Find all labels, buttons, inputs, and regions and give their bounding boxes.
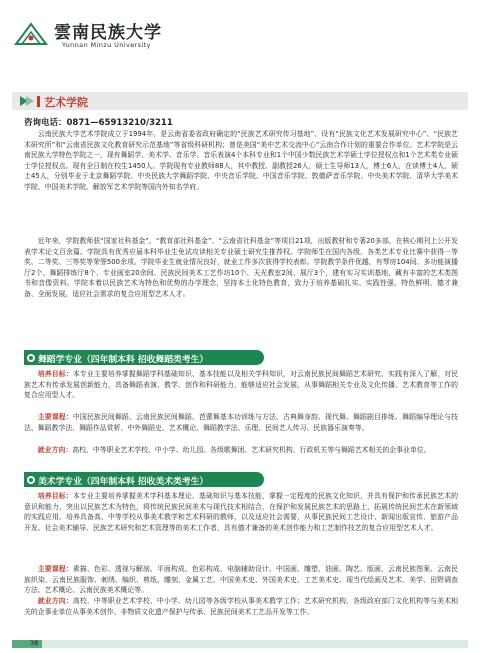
- university-logo-icon: [14, 20, 48, 46]
- intro-paragraph-2: 近年来，学院教师获“国家社科基金”、“教育部社科基金”、“云南省社科基金”等项目21项，出版教材和专著20多部，在核心期刊上公开发表学术论文百余篇。学院具有优秀应届本科毕业生免试攻读相关专业硕士研究生推荐权。学院师生在国内各级、各类艺术专业比赛中获得一等奖、二等奖、三等奖等荣誉500余项。学院毕业生就业情况良好，就业工作多次获得学校表彰。学院教学条件优越，有琴房104间、多功能演播厅2个、舞蹈排练厅8个、专业画室20余间、民族民间美术工艺作坊10个、天光教室2间、展厅3个，建有实习实训基地，藏有丰富的艺术类图书和音像资料。学院本着以民族艺术为特色和优势的办学理念，坚持本土化特色教育，致力于培养基础扎实、实践性强、特色鲜明、德才兼备、全面发展，适应社会需求的复合应用型艺术人才。: [24, 237, 458, 298]
- label: 主要课程：: [37, 413, 73, 421]
- intro-paragraph-1: 云南民族大学艺术学院成立于1994年，是云南省委省政府确定的“民族艺术研究传习基地”、设有“民族文化艺术发展研究中心”、“民族艺术研究所”和“云南省民族文化教育研究示范基地”等省级科研机构；曾是美国“美中艺术交流中心”云南合作计划的重要合作单位。艺术学院是云南民族大学特色学院之一，现有舞蹈学、美术学、音乐学、音乐表演4个本科专业和1个中国少数民族艺术学硕士学位授权点和1个艺术类专业硕士学位授权点。现有全日制在校生1450人。学院现有专业教师88人，其中教授、副教授26人，硕士生导师13人，博士6人，在读博士4人，硕士45人，分别毕业于北京舞蹈学院、中央民族大学舞蹈学院、中央音乐学院、中国音乐学院、敦德萨音乐学院、中央美术学院、清华大学美术学院、中国美术学院、解放军艺术学院等国内外知名学府。: [24, 130, 458, 191]
- footer-band: [12, 640, 468, 648]
- text: 高校、中等职业艺术学校、中小学、幼儿园等各级学校从事美术教学工作；艺术研究机构、各级政府部门文化机构等与美术相关的企事业单位从事美术创作、非物质文化遗产保护与传承、民族民间美术工艺品开发等工作。: [24, 597, 458, 616]
- page-number: 38: [30, 639, 39, 647]
- dance-courses: [24, 412, 458, 433]
- university-name-en: Yunnan Minzu University: [62, 41, 151, 49]
- major-dance-title: 舞蹈学专业（四年制本科 招收舞蹈类考生）: [38, 354, 209, 365]
- art-courses: [24, 564, 458, 596]
- text: 本专业主要培养掌握美术学科基本理论、基础知识与基本技能，掌握一定程度的民族文化知识，并具有保护和传承民族艺术的意识和能力，突出以民族艺术为特色，将传统民族民间美术与现代技术相结合，在保护和发展民族艺术的思路上，拓展传统民间艺术在新领域的实践应用。培养具备高、中等学校从事美术教学和艺术科研的教师，以及适应社会需要，从事民族民间工艺设计、新闻出版宣传、旅游产品开发、社会美术辅导、民族艺术研究和艺术管理等的美术工作者，具有德才兼备的美术创作能力和工艺制作技艺的复合应用型艺术人才。: [24, 492, 458, 532]
- text: 高校、中等职业艺术学校、中小学、幼儿园、各级歌舞团、艺术研究机构、行政机关等与舞蹈艺术相关的企事业单位。: [72, 446, 431, 454]
- major-fine-arts-title: 美术学专业（四年制本科 招收美术类考生）: [38, 476, 209, 487]
- section-title-bar: [12, 92, 468, 110]
- art-goal: [24, 491, 458, 533]
- label: 培养目标：: [37, 370, 73, 378]
- label: 主要课程：: [37, 565, 73, 573]
- consult-phone: 咨询电话：0871—65913210/3211: [24, 118, 173, 128]
- section-marker: [37, 96, 40, 107]
- bullet-icon: [27, 354, 35, 362]
- text: 本专业主要培养掌握舞蹈学科基础知识、基本技能以及相关学科知识，对云南民族民间舞蹈艺术研究、实践有深入了解，对民族艺术有传承发展创新能力，具备舞蹈表演、教学、创作和科研能力，能够适应社会发展，从事舞蹈相关专业及文化传播、艺术教育等工作的复合应用型人才。: [24, 370, 458, 400]
- page-number-tab: [12, 640, 42, 648]
- arrow-icon: [26, 96, 34, 106]
- header: [0, 0, 480, 62]
- label: 就业方向：: [37, 446, 73, 454]
- label: 就业方向：: [37, 597, 73, 605]
- label: 培养目标：: [37, 492, 73, 500]
- bullet-icon: [27, 476, 35, 484]
- dance-career: [24, 445, 458, 456]
- section-title: 艺术学院: [44, 96, 88, 109]
- major-dance-header: [24, 350, 264, 365]
- art-career: [24, 596, 458, 617]
- text: 素描、色彩、透视与解剖、平面构成、色彩构成、电脑辅助设计、中国画、雕塑、油画、陶艺、版画、云南民族图案、云南民族织染、云南民族服饰、刺绣、编织、剪纸、雕刻、金属工艺、中国美术史、外国美术史、工艺美术史、现当代绘画及艺术、美学、田野调查方法、艺术概论、云南民族美术概论等。: [24, 565, 458, 595]
- university-name-cn: 雲南民族大学: [54, 23, 162, 43]
- dance-goal: [24, 369, 458, 401]
- text: 中国民族民间舞蹈、云南民族民间舞蹈、芭蕾舞基本功训练与方法、古典舞身韵、现代舞、舞蹈剧目排练、舞蹈编导理论与技法、舞蹈教学法、舞蹈作品赏析、中外舞蹈史、艺术概论、舞蹈教学法、乐理、民间艺人传习、民族器乐演奏等。: [24, 413, 458, 432]
- major-fine-arts-header: [24, 472, 264, 487]
